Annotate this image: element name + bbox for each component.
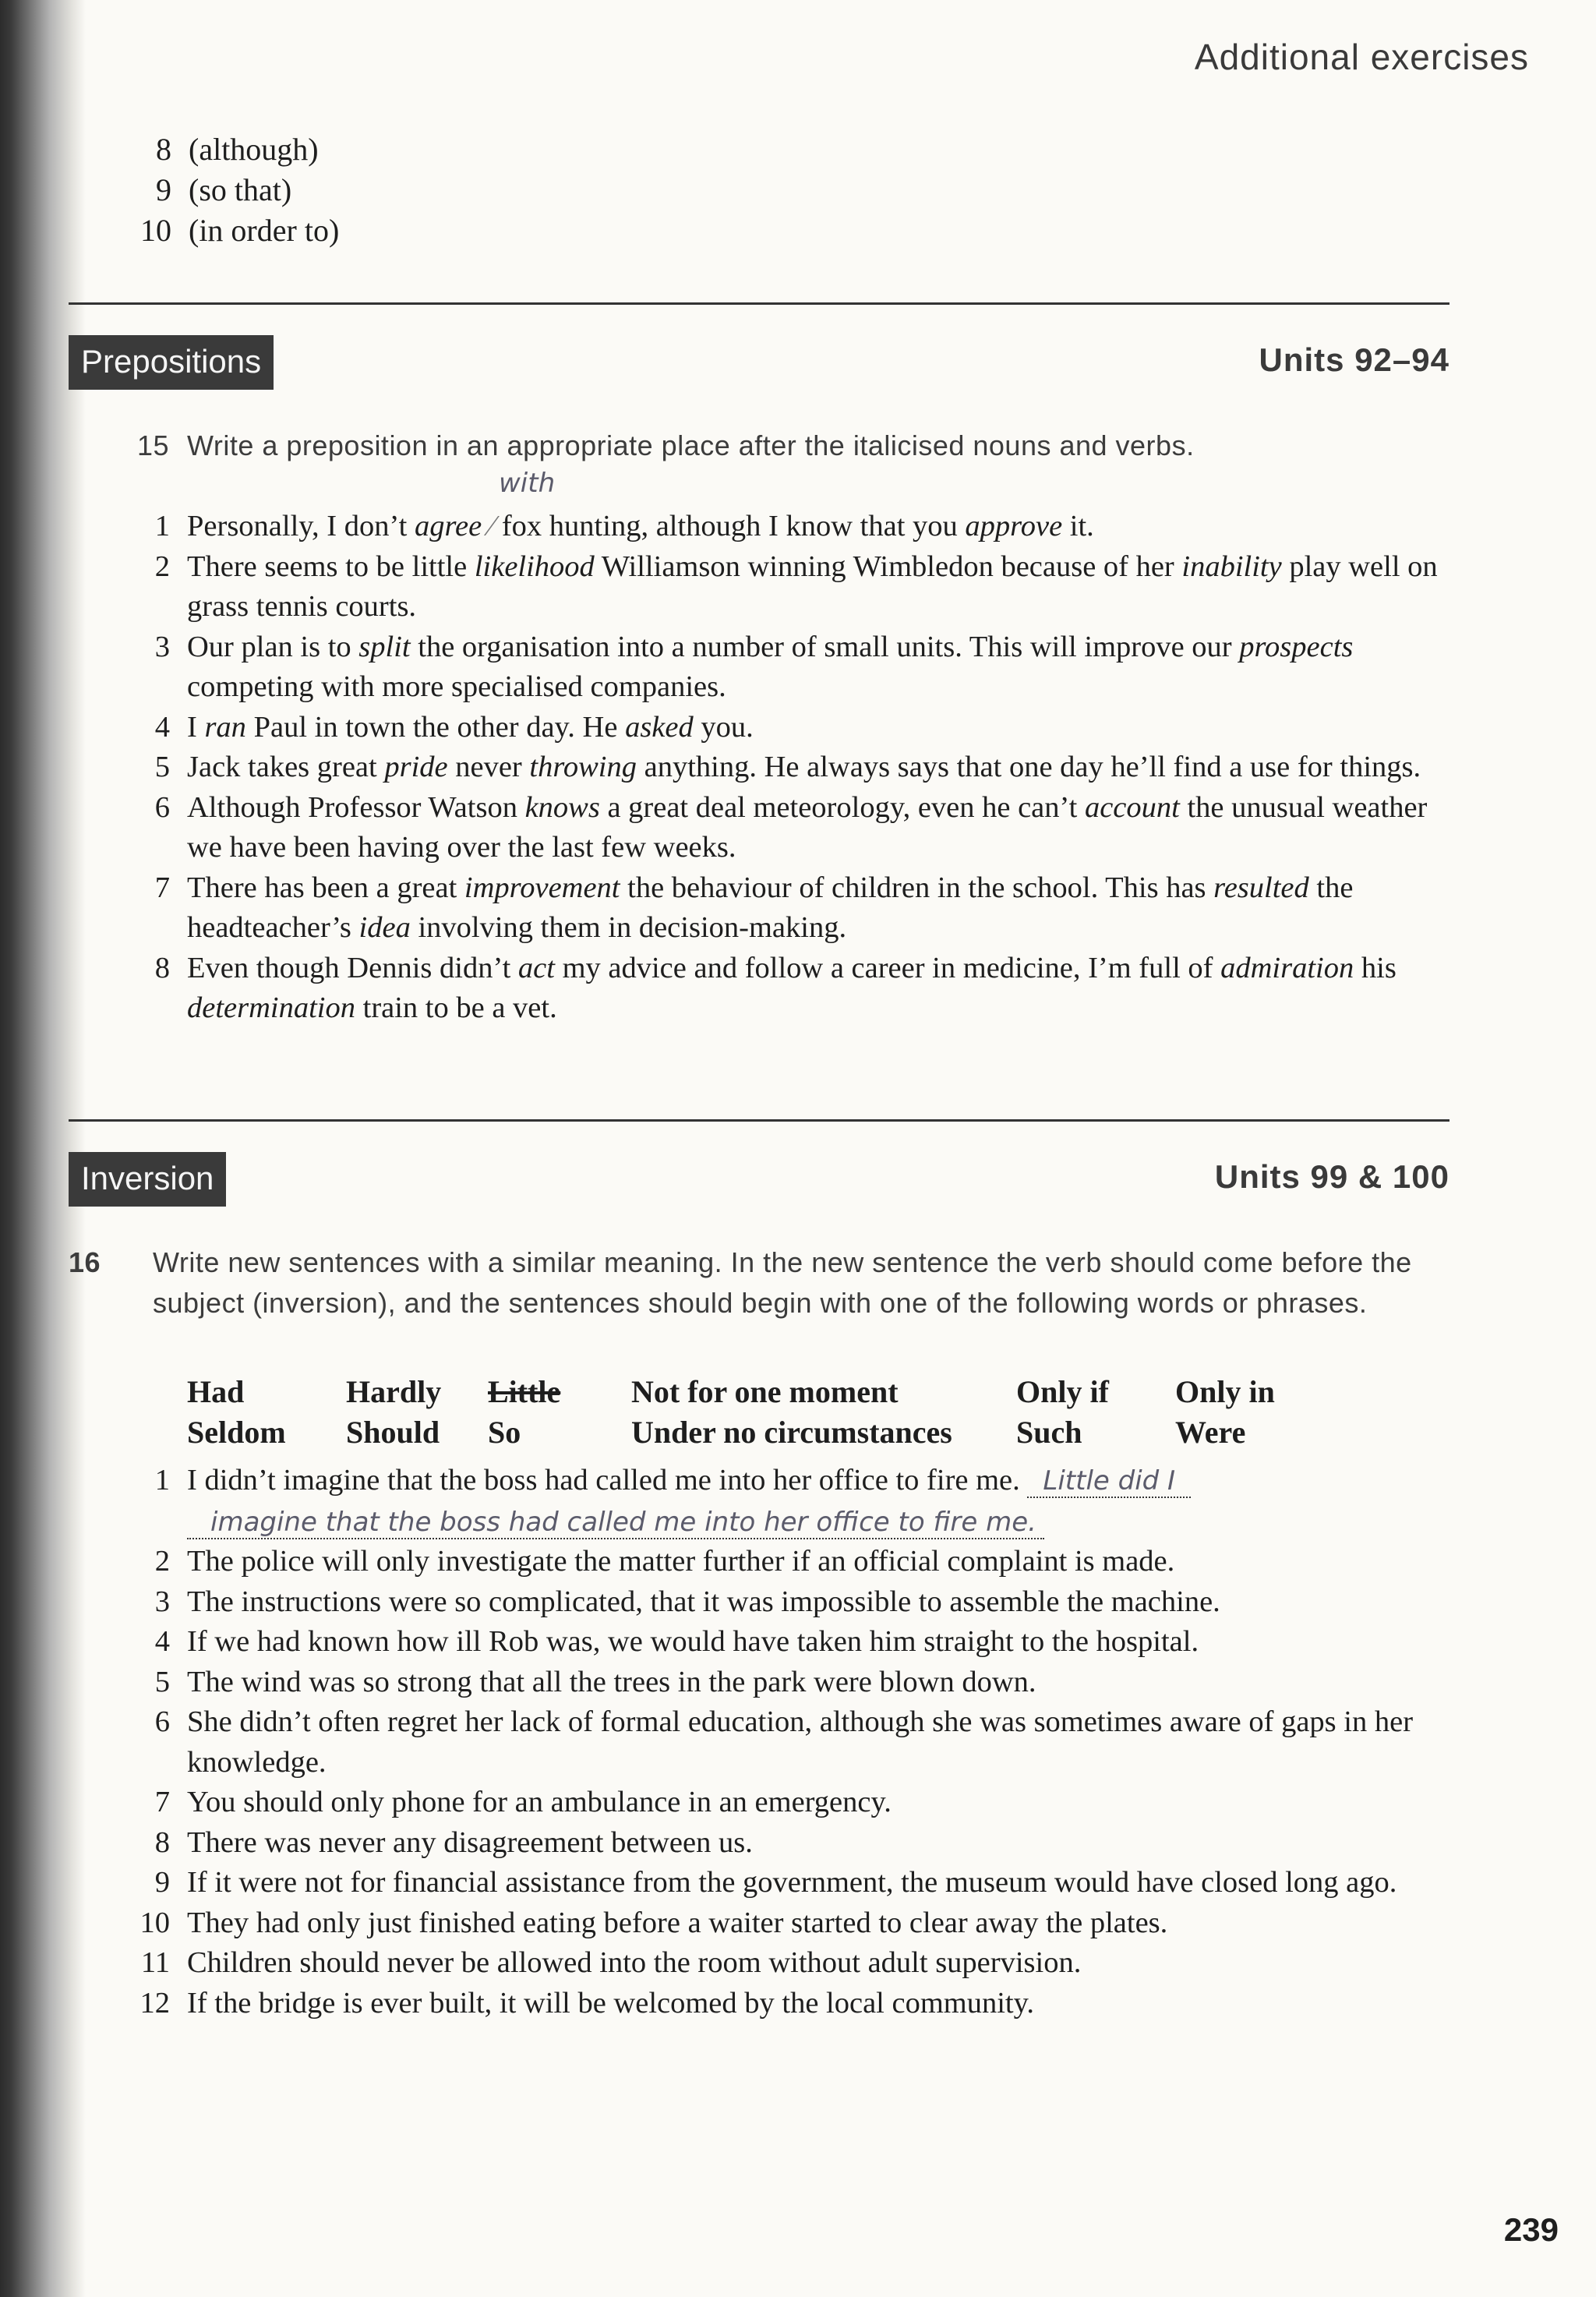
exercise-item: 7 There has been a great improvement the behaviour of children in the school. This has resulted the headteacher’s idea involving them in decision-making. — [154, 871, 1354, 944]
exercise-15-instruction: 15 Write a preposition in an appropriate place after the italicised nouns and verbs. — [137, 426, 1195, 466]
word-option: Should — [346, 1415, 440, 1450]
units-label-inversion: Units 99 & 100 — [1214, 1158, 1449, 1195]
section-divider — [69, 302, 1449, 305]
handwritten-answer: Little did I — [1027, 1465, 1191, 1498]
word-option: Were — [1175, 1415, 1246, 1450]
word-option: Under no circumstances — [631, 1415, 952, 1450]
word-option: Seldom — [187, 1415, 286, 1450]
handwritten-answer: imagine that the boss had called me into her office to fire me. — [187, 1507, 1044, 1539]
handwritten-insert: with — [499, 468, 556, 499]
word-option: Had — [187, 1374, 245, 1409]
word-choices-table — [187, 1372, 1275, 1453]
prepositions-items — [137, 507, 1454, 1029]
word-option: Only if — [1016, 1374, 1109, 1409]
exercise-item: 2 The police will only investigate the matter further if an official complaint is made. — [154, 1545, 1175, 1578]
exercise-item: 9 If it were not for financial assistance from the government, the museum would have closed long ago. — [154, 1866, 1397, 1899]
word-option: So — [488, 1415, 521, 1450]
exercise-item: 8 Even though Dennis didn’t act my advice and follow a career in medicine, I’m full of admiration his determination train to be a vet. — [154, 951, 1396, 1024]
list-item: 9 (so that) — [156, 172, 292, 207]
exercise-item: 12 If the bridge is ever built, it will be welcomed by the local community. — [139, 1986, 1034, 2020]
page-header-title: Additional exercises — [1194, 37, 1529, 77]
page-number: 239 — [1503, 2211, 1559, 2248]
exercise-16-instruction: 16 Write new sentences with a similar meaning. In the new sentence the verb should come before the subject (inversion), and the sentences should begin with one of the following words or phrases. — [69, 1242, 1464, 1323]
exercise-item: 5 The wind was so strong that all the trees in the park were blown down. — [154, 1665, 1036, 1698]
inversion-example — [137, 1461, 1454, 1543]
exercise-item: 5 Jack takes great pride never throwing anything. He always says that one day he’ll find a use for things. — [154, 751, 1421, 783]
exercise-number: 15 — [137, 429, 170, 461]
exercise-item: 3 The instructions were so complicated, that it was impossible to assemble the machine. — [154, 1585, 1220, 1618]
top-list — [140, 129, 339, 251]
units-label-prepositions: Units 92–94 — [1259, 341, 1449, 378]
exercise-item: 2 There seems to be little likelihood Williamson winning Wimbledon because of her inability play well on grass tennis courts. — [154, 550, 1438, 623]
exercise-item: 6 She didn’t often regret her lack of formal education, although she was sometimes aware of gaps in her knowledge. — [154, 1705, 1414, 1779]
section-divider — [69, 1119, 1449, 1122]
list-item: 10 (in order to) — [140, 213, 340, 248]
exercise-item: 3 Our plan is to split the organisation into a number of small units. This will improve our prospects competing with more specialised companies. — [154, 630, 1354, 703]
inversion-items — [137, 1542, 1454, 2023]
word-option-crossed: Little — [488, 1374, 561, 1409]
word-option: Such — [1016, 1415, 1082, 1450]
exercise-item: 4 If we had known how ill Rob was, we would have taken him straight to the hospital. — [154, 1625, 1199, 1658]
word-option: Hardly — [346, 1374, 442, 1409]
exercise-item: 8 There was never any disagreement between us. — [154, 1825, 753, 1859]
exercise-number: 16 — [69, 1246, 101, 1278]
exercise-item: 7 You should only phone for an ambulance in an emergency. — [154, 1786, 892, 1818]
list-item: 8 (although) — [156, 132, 319, 167]
exercise-item-example: 1 I didn’t imagine that the boss had called me into her office to fire me. Little did I imagine that the boss had called me into her office to fire me. — [137, 1461, 1454, 1543]
exercise-item: 4 I ran Paul in town the other day. He asked you. — [154, 710, 754, 744]
exercise-item: 6 Although Professor Watson knows a great deal meteorology, even he can’t account the unusual weather we have been having over the last few weeks. — [154, 790, 1428, 864]
word-option: Not for one moment — [631, 1374, 899, 1409]
word-option: Only in — [1175, 1374, 1275, 1409]
exercise-item: 10 They had only just finished eating before a waiter started to clear away the plates. — [139, 1906, 1168, 1939]
section-badge-inversion: Inversion — [69, 1152, 226, 1207]
exercise-item: 11 Children should never be allowed into the room without adult supervision. — [140, 1946, 1082, 1979]
exercise-item: 1 Personally, I don’t agree ⁄ fox hunting, although I know that you approve it. — [154, 510, 1094, 542]
section-badge-prepositions: Prepositions — [69, 335, 274, 390]
